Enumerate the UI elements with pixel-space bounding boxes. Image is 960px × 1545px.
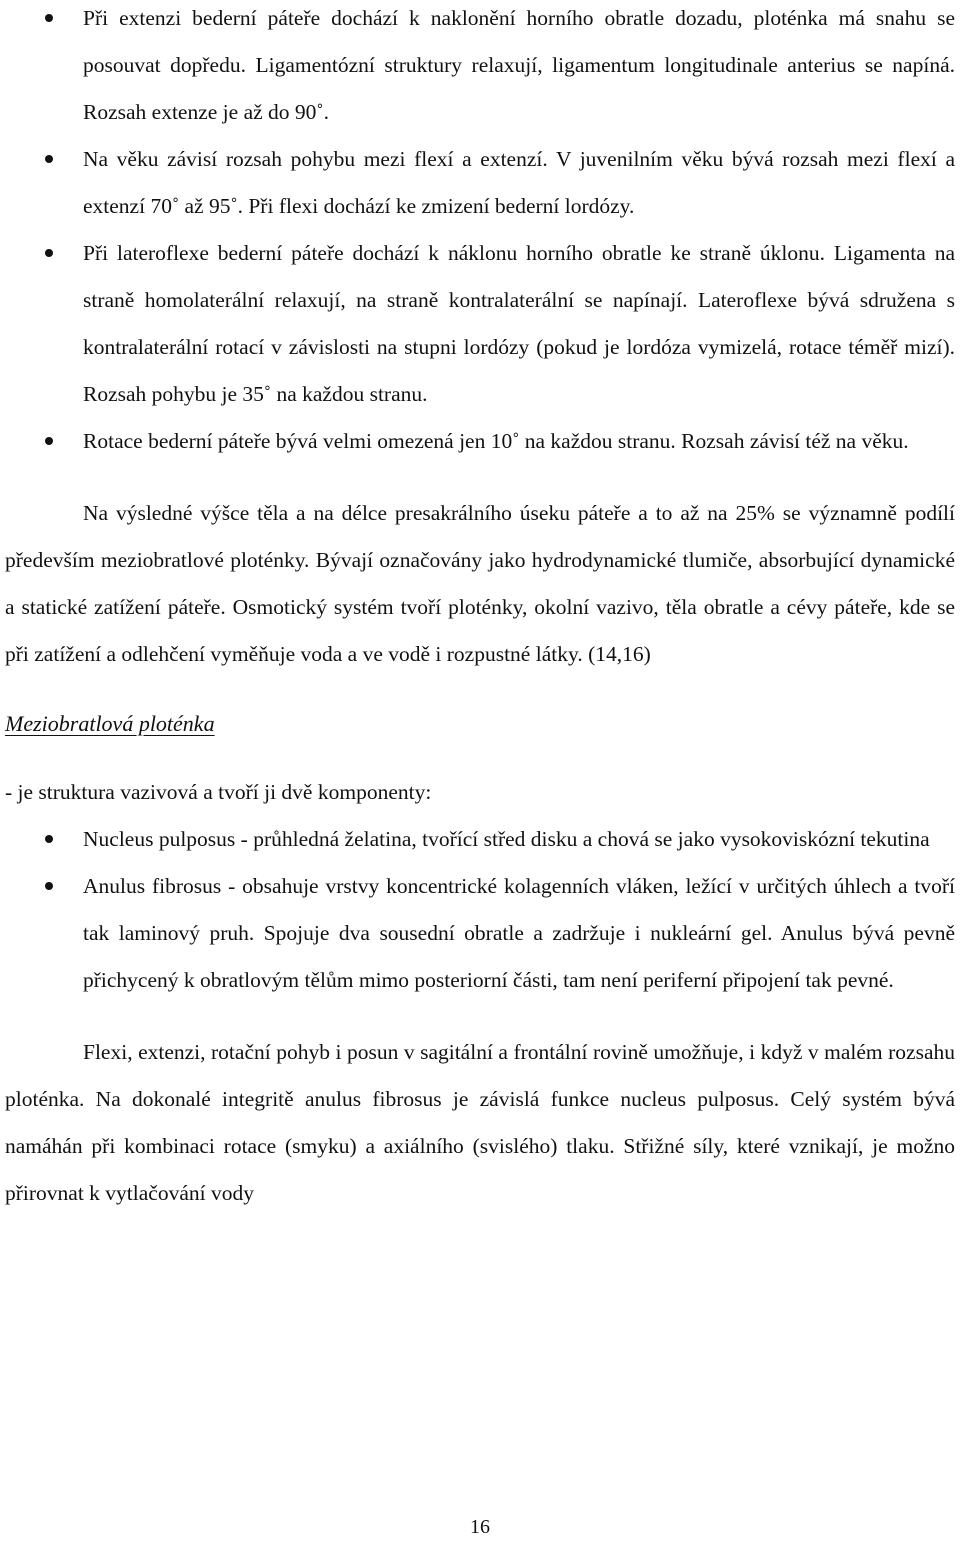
body-paragraph: Na výsledné výšce těla a na délce presakrálního úseku páteře a to až na 25% se významně podílí především meziobratlové ploténky. Bývají označovány jako hydrodynamické tlumiče, absorbující dynamické a statické zatížení páteře. Osmotický systém tvoří ploténky, okolní vazivo, těla obratle a cévy páteře, kde se při zatížení a odlehčení vyměňuje voda a ve vodě i rozpustné látky. (14,16) <box>5 501 955 666</box>
bullet-dot-icon <box>45 155 53 163</box>
page-content <box>5 0 955 1217</box>
list-item <box>5 863 955 1004</box>
list-item-text: Při lateroflexe bederní páteře dochází k náklonu horního obratle ke straně úklonu. Ligamenta na straně homolaterální relaxují, na straně kontralaterální se napínají. Lateroflexe bývá sdružena s kontralaterální rotací v závislosti na stupni lordózy (pokud je lordóza vymizelá, rotace téměř mizí). Rozsah pohybu je 35˚ na každou stranu. <box>83 241 955 406</box>
list-item-text: Rotace bederní páteře bývá velmi omezená jen 10˚ na každou stranu. Rozsah závisí též na věku. <box>83 429 909 453</box>
list-item <box>5 136 955 230</box>
page-number: 16 <box>470 1516 490 1538</box>
motion-bullet-list <box>5 0 955 465</box>
body-paragraph: Flexi, extenzi, rotační pohyb i posun v sagitální a frontální rovině umožňuje, i když v malém rozsahu ploténka. Na dokonalé integritě anulus fibrosus je závislá funkce nucleus pulposus. Celý systém bývá namáhán při kombinaci rotace (smyku) a axiálního (svislého) tlaku. Střižné síly, které vznikají, je možno přirovnat k vytlačování vody <box>5 1040 955 1205</box>
bullet-dot-icon <box>45 437 53 445</box>
section-heading: Meziobratlová ploténka <box>5 711 215 736</box>
list-item-text: Anulus fibrosus - obsahuje vrstvy koncentrické kolagenních vláken, ležící v určitých úhlech a tvoří tak laminový pruh. Spojuje dva sousední obratle a zadržuje i nukleární gel. Anulus bývá pevně přichycený k obratlovým tělům mimo posteriorní části, tam není periferní připojení tak pevné. <box>83 874 955 992</box>
component-bullet-list <box>5 816 955 1004</box>
list-item <box>5 418 955 465</box>
list-item <box>5 0 955 136</box>
intro-line: - je struktura vazivová a tvoří ji dvě komponenty: <box>5 780 432 804</box>
list-item <box>5 230 955 418</box>
list-item <box>5 816 955 863</box>
bullet-dot-icon <box>45 835 53 843</box>
list-item-text: Nucleus pulposus - průhledná želatina, tvořící střed disku a chová se jako vysokoviskózní tekutina <box>83 827 930 851</box>
list-item-text: Při extenzi bederní páteře dochází k naklonění horního obratle dozadu, ploténka má snahu se posouvat dopředu. Ligamentózní struktury relaxují, ligamentum longitudinale anterius se napíná. Rozsah extenze je až do 90˚. <box>83 6 955 124</box>
bullet-dot-icon <box>45 882 53 890</box>
bullet-dot-icon <box>45 249 53 257</box>
bullet-dot-icon <box>45 14 53 22</box>
list-item-text: Na věku závisí rozsah pohybu mezi flexí a extenzí. V juvenilním věku bývá rozsah mezi flexí a extenzí 70˚ až 95˚. Při flexi dochází ke zmizení bederní lordózy. <box>83 147 955 218</box>
